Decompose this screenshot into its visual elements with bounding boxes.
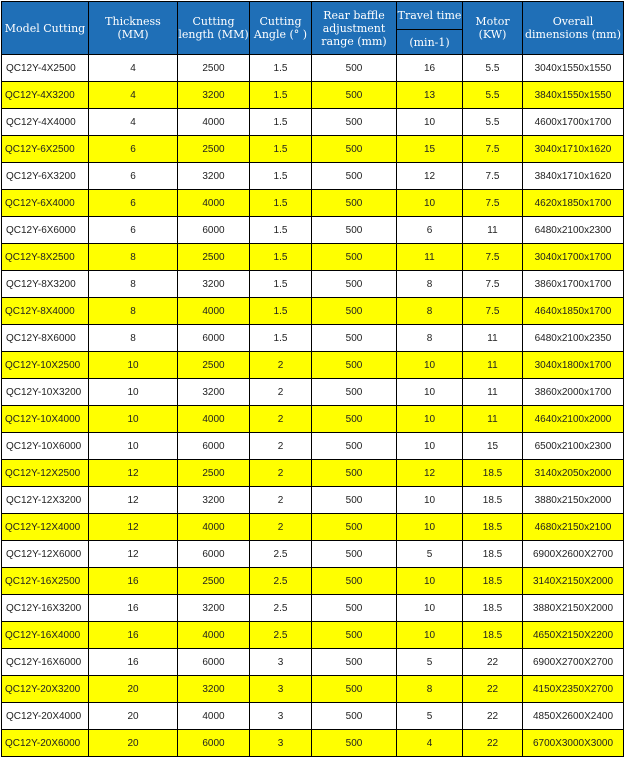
cell-travel-time: 10 (397, 595, 463, 622)
cell-model: QC12Y-8X3200 (2, 271, 89, 298)
cell-cutting-length: 4000 (178, 190, 250, 217)
cell-overall-dimensions: 3040x1550x1550 (523, 55, 624, 82)
cell-rear-baffle: 500 (312, 109, 397, 136)
cell-travel-time: 16 (397, 55, 463, 82)
cell-motor: 5.5 (463, 109, 523, 136)
cell-motor: 7.5 (463, 271, 523, 298)
cell-overall-dimensions: 3880X2150X2000 (523, 595, 624, 622)
cell-rear-baffle: 500 (312, 298, 397, 325)
cell-thickness: 8 (89, 298, 178, 325)
table-row (2, 244, 624, 271)
table-row (2, 649, 624, 676)
cell-thickness: 12 (89, 487, 178, 514)
cell-cutting-length: 6000 (178, 649, 250, 676)
cell-rear-baffle: 500 (312, 595, 397, 622)
cell-rear-baffle: 500 (312, 217, 397, 244)
cell-thickness: 20 (89, 676, 178, 703)
cell-travel-time: 6 (397, 217, 463, 244)
cell-thickness: 8 (89, 325, 178, 352)
cell-motor: 22 (463, 676, 523, 703)
cell-travel-time: 10 (397, 622, 463, 649)
cell-cutting-length: 6000 (178, 325, 250, 352)
cell-rear-baffle: 500 (312, 514, 397, 541)
cell-thickness: 10 (89, 352, 178, 379)
cell-travel-time: 10 (397, 109, 463, 136)
table-row (2, 541, 624, 568)
cell-cutting-angle: 2.5 (250, 568, 312, 595)
cell-motor: 11 (463, 379, 523, 406)
cell-overall-dimensions: 4640x2100x2000 (523, 406, 624, 433)
cell-thickness: 6 (89, 217, 178, 244)
cell-cutting-length: 6000 (178, 541, 250, 568)
cell-cutting-length: 3200 (178, 82, 250, 109)
header-travel-time: Travel time (397, 2, 463, 30)
table-row (2, 271, 624, 298)
cell-cutting-angle: 1.5 (250, 298, 312, 325)
cell-cutting-angle: 2.5 (250, 622, 312, 649)
cell-thickness: 4 (89, 55, 178, 82)
cell-cutting-angle: 1.5 (250, 82, 312, 109)
cell-model: QC12Y-12X3200 (2, 487, 89, 514)
table-row (2, 730, 624, 757)
table-row (2, 568, 624, 595)
cell-travel-time: 10 (397, 514, 463, 541)
cell-overall-dimensions: 6900X2600X2700 (523, 541, 624, 568)
cell-rear-baffle: 500 (312, 730, 397, 757)
cell-model: QC12Y-4X4000 (2, 109, 89, 136)
table-row (2, 406, 624, 433)
cell-rear-baffle: 500 (312, 163, 397, 190)
cell-travel-time: 10 (397, 379, 463, 406)
cell-rear-baffle: 500 (312, 136, 397, 163)
cell-motor: 18.5 (463, 487, 523, 514)
cell-cutting-length: 4000 (178, 514, 250, 541)
cell-overall-dimensions: 3140X2150X2000 (523, 568, 624, 595)
table-row (2, 190, 624, 217)
cell-model: QC12Y-10X3200 (2, 379, 89, 406)
cell-overall-dimensions: 3040x1710x1620 (523, 136, 624, 163)
cell-cutting-angle: 3 (250, 676, 312, 703)
table-row (2, 55, 624, 82)
cell-motor: 5.5 (463, 55, 523, 82)
spec-table (1, 1, 624, 757)
table-row (2, 325, 624, 352)
cell-overall-dimensions: 4620x1850x1700 (523, 190, 624, 217)
cell-thickness: 16 (89, 568, 178, 595)
cell-cutting-length: 4000 (178, 109, 250, 136)
cell-cutting-angle: 2 (250, 352, 312, 379)
cell-rear-baffle: 500 (312, 649, 397, 676)
cell-rear-baffle: 500 (312, 541, 397, 568)
cell-thickness: 6 (89, 190, 178, 217)
cell-overall-dimensions: 6480x2100x2300 (523, 217, 624, 244)
table-row (2, 379, 624, 406)
cell-rear-baffle: 500 (312, 82, 397, 109)
cell-cutting-angle: 2 (250, 514, 312, 541)
cell-thickness: 12 (89, 460, 178, 487)
cell-rear-baffle: 500 (312, 460, 397, 487)
cell-rear-baffle: 500 (312, 352, 397, 379)
cell-motor: 18.5 (463, 514, 523, 541)
cell-cutting-length: 2500 (178, 460, 250, 487)
table-row (2, 622, 624, 649)
cell-model: QC12Y-16X3200 (2, 595, 89, 622)
cell-motor: 7.5 (463, 163, 523, 190)
table-row (2, 703, 624, 730)
cell-model: QC12Y-10X2500 (2, 352, 89, 379)
cell-cutting-angle: 1.5 (250, 271, 312, 298)
cell-overall-dimensions: 3880x2150x2000 (523, 487, 624, 514)
cell-overall-dimensions: 4850X2600X2400 (523, 703, 624, 730)
cell-model: QC12Y-12X4000 (2, 514, 89, 541)
cell-rear-baffle: 500 (312, 325, 397, 352)
cell-motor: 18.5 (463, 460, 523, 487)
cell-cutting-length: 3200 (178, 676, 250, 703)
cell-cutting-length: 4000 (178, 298, 250, 325)
cell-cutting-length: 4000 (178, 406, 250, 433)
cell-travel-time: 8 (397, 298, 463, 325)
cell-model: QC12Y-16X4000 (2, 622, 89, 649)
cell-cutting-length: 2500 (178, 55, 250, 82)
cell-cutting-angle: 1.5 (250, 136, 312, 163)
cell-thickness: 20 (89, 730, 178, 757)
cell-travel-time: 15 (397, 136, 463, 163)
cell-thickness: 12 (89, 541, 178, 568)
header-travel-unit: (min-1) (397, 30, 463, 55)
cell-thickness: 10 (89, 433, 178, 460)
cell-overall-dimensions: 4600x1700x1700 (523, 109, 624, 136)
table-body (2, 55, 624, 757)
cell-model: QC12Y-6X2500 (2, 136, 89, 163)
cell-cutting-angle: 3 (250, 649, 312, 676)
cell-travel-time: 10 (397, 433, 463, 460)
cell-cutting-length: 6000 (178, 433, 250, 460)
cell-overall-dimensions: 6700X3000X3000 (523, 730, 624, 757)
cell-thickness: 4 (89, 109, 178, 136)
cell-thickness: 16 (89, 595, 178, 622)
cell-rear-baffle: 500 (312, 703, 397, 730)
cell-model: QC12Y-20X4000 (2, 703, 89, 730)
cell-rear-baffle: 500 (312, 190, 397, 217)
cell-cutting-angle: 2.5 (250, 541, 312, 568)
cell-travel-time: 10 (397, 406, 463, 433)
cell-cutting-angle: 1.5 (250, 55, 312, 82)
table-row (2, 163, 624, 190)
table-row (2, 298, 624, 325)
cell-thickness: 10 (89, 379, 178, 406)
table-row (2, 676, 624, 703)
cell-cutting-length: 3200 (178, 163, 250, 190)
cell-motor: 5.5 (463, 82, 523, 109)
header-cutting-angle: Cutting Angle (° ) (250, 2, 312, 55)
cell-model: QC12Y-12X2500 (2, 460, 89, 487)
cell-rear-baffle: 500 (312, 433, 397, 460)
cell-rear-baffle: 500 (312, 55, 397, 82)
cell-model: QC12Y-10X6000 (2, 433, 89, 460)
cell-thickness: 20 (89, 703, 178, 730)
table-row (2, 136, 624, 163)
table-row (2, 595, 624, 622)
cell-model: QC12Y-20X6000 (2, 730, 89, 757)
cell-rear-baffle: 500 (312, 568, 397, 595)
cell-rear-baffle: 500 (312, 379, 397, 406)
cell-rear-baffle: 500 (312, 622, 397, 649)
cell-overall-dimensions: 3860x1700x1700 (523, 271, 624, 298)
cell-travel-time: 8 (397, 676, 463, 703)
header-thickness: Thickness (MM) (89, 2, 178, 55)
cell-thickness: 8 (89, 271, 178, 298)
cell-cutting-angle: 2 (250, 406, 312, 433)
cell-model: QC12Y-16X2500 (2, 568, 89, 595)
cell-overall-dimensions: 3140x2050x2000 (523, 460, 624, 487)
cell-cutting-length: 2500 (178, 244, 250, 271)
cell-motor: 15 (463, 433, 523, 460)
cell-overall-dimensions: 6480x2100x2350 (523, 325, 624, 352)
cell-travel-time: 8 (397, 325, 463, 352)
cell-model: QC12Y-16X6000 (2, 649, 89, 676)
cell-cutting-length: 3200 (178, 379, 250, 406)
cell-cutting-angle: 1.5 (250, 163, 312, 190)
cell-motor: 7.5 (463, 244, 523, 271)
cell-overall-dimensions: 3840x1710x1620 (523, 163, 624, 190)
cell-rear-baffle: 500 (312, 676, 397, 703)
header-overall-dimensions: Overall dimensions (mm) (523, 2, 624, 55)
cell-cutting-angle: 1.5 (250, 217, 312, 244)
cell-motor: 22 (463, 730, 523, 757)
cell-travel-time: 12 (397, 163, 463, 190)
cell-cutting-length: 2500 (178, 136, 250, 163)
cell-cutting-length: 3200 (178, 271, 250, 298)
cell-motor: 11 (463, 352, 523, 379)
cell-travel-time: 13 (397, 82, 463, 109)
cell-travel-time: 10 (397, 487, 463, 514)
cell-model: QC12Y-4X2500 (2, 55, 89, 82)
cell-travel-time: 4 (397, 730, 463, 757)
cell-thickness: 8 (89, 244, 178, 271)
table-row (2, 352, 624, 379)
cell-travel-time: 5 (397, 541, 463, 568)
cell-cutting-angle: 3 (250, 730, 312, 757)
cell-overall-dimensions: 4640x1850x1700 (523, 298, 624, 325)
cell-travel-time: 5 (397, 703, 463, 730)
cell-cutting-length: 4000 (178, 703, 250, 730)
table-row (2, 82, 624, 109)
cell-model: QC12Y-8X2500 (2, 244, 89, 271)
cell-travel-time: 10 (397, 568, 463, 595)
cell-cutting-length: 2500 (178, 568, 250, 595)
cell-cutting-angle: 2 (250, 487, 312, 514)
cell-overall-dimensions: 3840x1550x1550 (523, 82, 624, 109)
cell-motor: 18.5 (463, 541, 523, 568)
cell-cutting-length: 6000 (178, 730, 250, 757)
cell-motor: 18.5 (463, 622, 523, 649)
header-cutting-length: Cutting length (MM) (178, 2, 250, 55)
cell-motor: 11 (463, 406, 523, 433)
cell-travel-time: 5 (397, 649, 463, 676)
cell-cutting-angle: 1.5 (250, 325, 312, 352)
cell-model: QC12Y-6X6000 (2, 217, 89, 244)
cell-cutting-angle: 1.5 (250, 190, 312, 217)
cell-motor: 11 (463, 217, 523, 244)
cell-model: QC12Y-10X4000 (2, 406, 89, 433)
cell-travel-time: 10 (397, 352, 463, 379)
table-row (2, 487, 624, 514)
cell-rear-baffle: 500 (312, 406, 397, 433)
header-rear-baffle: Rear baffle adjustment range (mm) (312, 2, 397, 55)
cell-rear-baffle: 500 (312, 487, 397, 514)
cell-cutting-angle: 2 (250, 433, 312, 460)
cell-model: QC12Y-8X4000 (2, 298, 89, 325)
header-model: Model Cutting (2, 2, 89, 55)
cell-cutting-angle: 1.5 (250, 244, 312, 271)
cell-cutting-length: 6000 (178, 217, 250, 244)
cell-model: QC12Y-20X3200 (2, 676, 89, 703)
cell-motor: 7.5 (463, 298, 523, 325)
header-motor: Motor (KW) (463, 2, 523, 55)
cell-motor: 7.5 (463, 136, 523, 163)
cell-thickness: 10 (89, 406, 178, 433)
cell-model: QC12Y-4X3200 (2, 82, 89, 109)
cell-overall-dimensions: 4150X2350X2700 (523, 676, 624, 703)
cell-thickness: 16 (89, 649, 178, 676)
cell-motor: 7.5 (463, 190, 523, 217)
cell-model: QC12Y-6X4000 (2, 190, 89, 217)
cell-overall-dimensions: 4680x2150x2100 (523, 514, 624, 541)
cell-travel-time: 11 (397, 244, 463, 271)
cell-rear-baffle: 500 (312, 244, 397, 271)
cell-travel-time: 10 (397, 190, 463, 217)
cell-overall-dimensions: 3040x1700x1700 (523, 244, 624, 271)
cell-thickness: 12 (89, 514, 178, 541)
table-header (2, 2, 624, 55)
cell-model: QC12Y-12X6000 (2, 541, 89, 568)
cell-motor: 18.5 (463, 568, 523, 595)
table-row (2, 433, 624, 460)
cell-motor: 22 (463, 649, 523, 676)
cell-thickness: 16 (89, 622, 178, 649)
cell-cutting-length: 3200 (178, 487, 250, 514)
cell-thickness: 4 (89, 82, 178, 109)
cell-overall-dimensions: 3860x2000x1700 (523, 379, 624, 406)
cell-cutting-angle: 2 (250, 460, 312, 487)
cell-cutting-length: 2500 (178, 352, 250, 379)
cell-cutting-angle: 3 (250, 703, 312, 730)
table-row (2, 109, 624, 136)
table-row (2, 460, 624, 487)
cell-cutting-angle: 2.5 (250, 595, 312, 622)
cell-travel-time: 12 (397, 460, 463, 487)
cell-cutting-length: 3200 (178, 595, 250, 622)
cell-thickness: 6 (89, 136, 178, 163)
cell-model: QC12Y-6X3200 (2, 163, 89, 190)
cell-motor: 22 (463, 703, 523, 730)
cell-model: QC12Y-8X6000 (2, 325, 89, 352)
cell-cutting-angle: 1.5 (250, 109, 312, 136)
cell-motor: 18.5 (463, 595, 523, 622)
cell-overall-dimensions: 3040x1800x1700 (523, 352, 624, 379)
cell-rear-baffle: 500 (312, 271, 397, 298)
cell-overall-dimensions: 4650X2150X2200 (523, 622, 624, 649)
cell-cutting-angle: 2 (250, 379, 312, 406)
cell-overall-dimensions: 6500x2100x2300 (523, 433, 624, 460)
cell-thickness: 6 (89, 163, 178, 190)
table-row (2, 514, 624, 541)
table-row (2, 217, 624, 244)
cell-overall-dimensions: 6900X2700X2700 (523, 649, 624, 676)
cell-cutting-length: 4000 (178, 622, 250, 649)
cell-motor: 11 (463, 325, 523, 352)
cell-travel-time: 8 (397, 271, 463, 298)
